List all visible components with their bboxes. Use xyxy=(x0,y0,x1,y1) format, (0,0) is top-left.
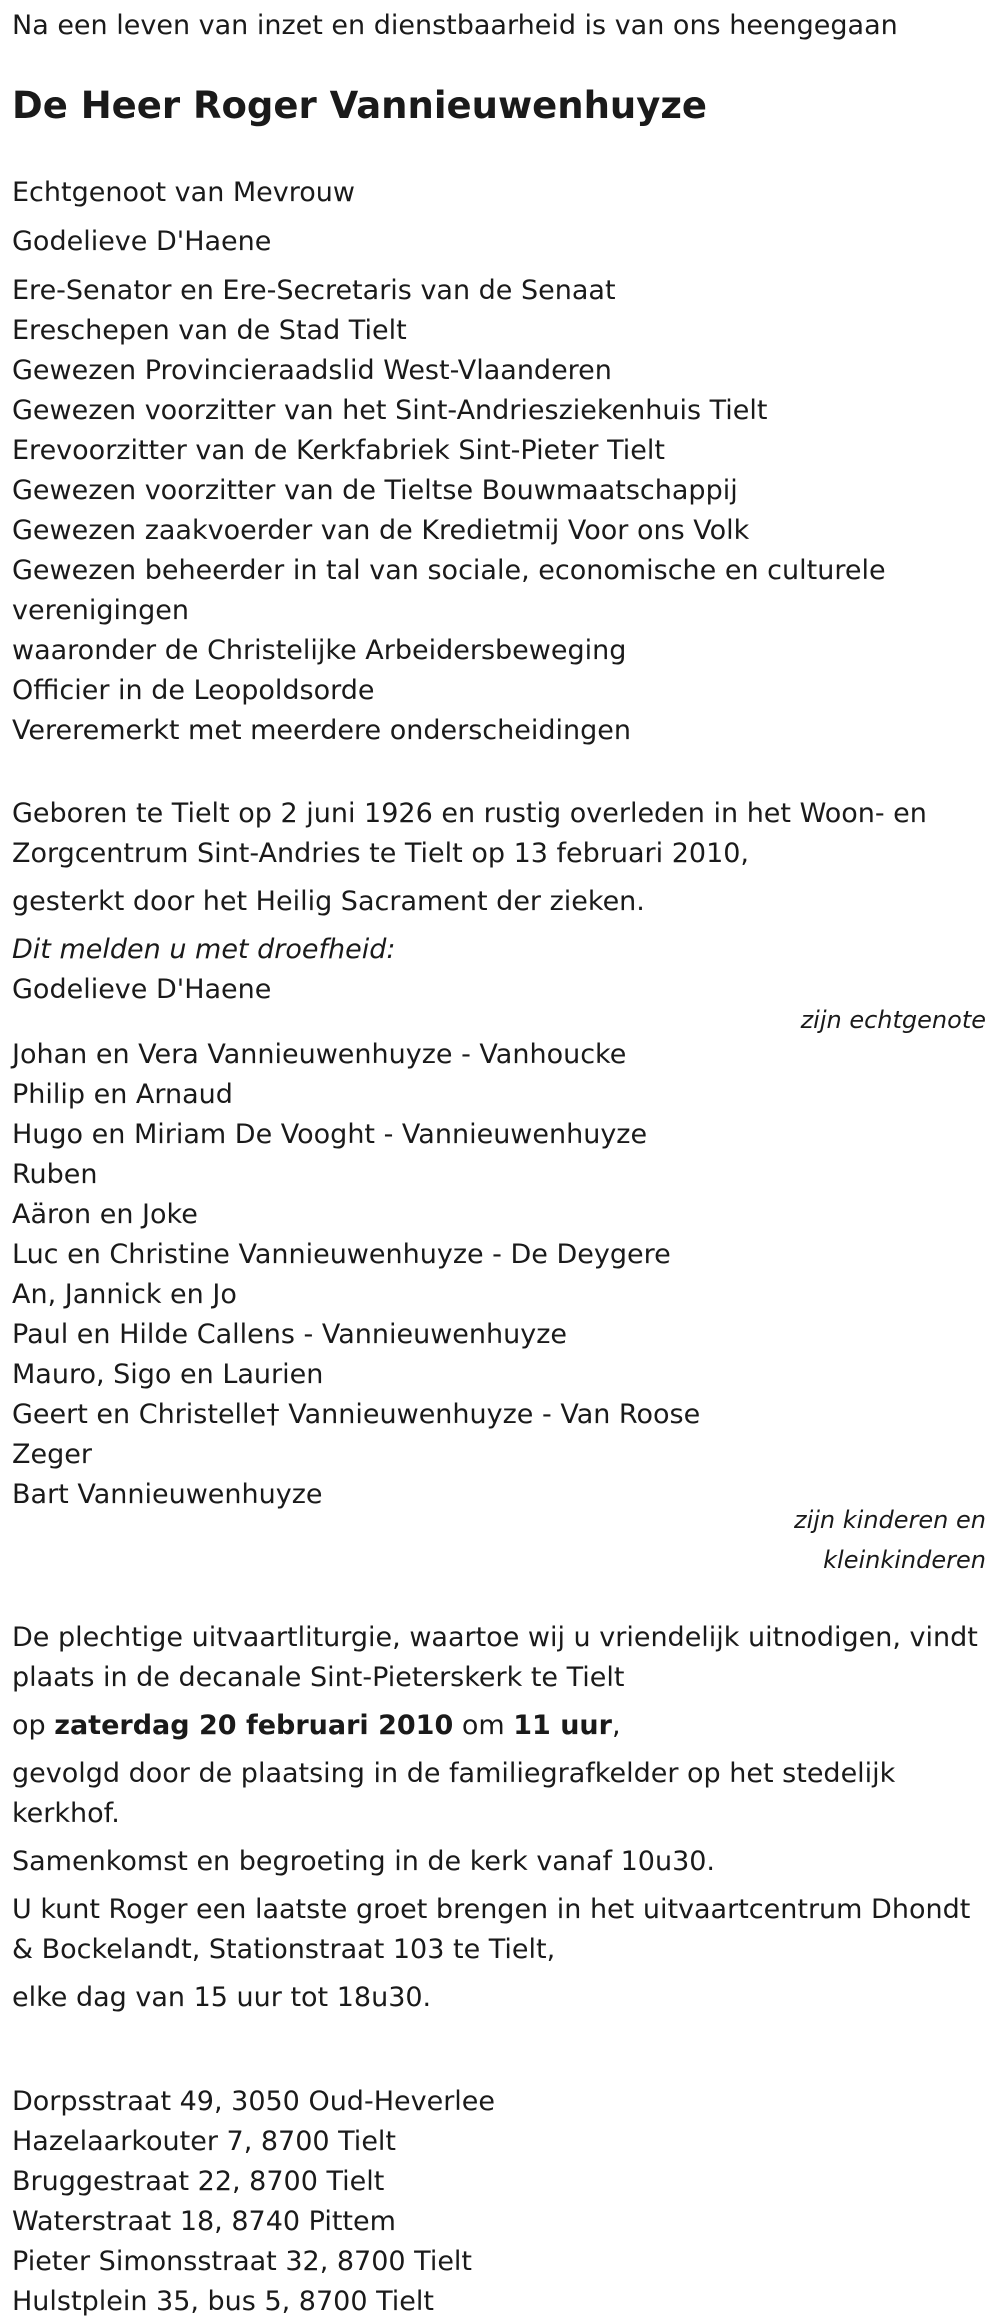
addresses-list xyxy=(12,2082,988,2322)
funeral-date-prefix: op xyxy=(12,1710,55,1741)
funeral-date-suffix: , xyxy=(611,1710,621,1741)
title-item: Gewezen beheerder in tal van sociale, economische en culturele xyxy=(12,555,886,586)
mourner-item: Paul en Hilde Callens - Vannieuwenhuyze xyxy=(12,1319,568,1350)
mourner-item: Mauro, Sigo en Laurien xyxy=(12,1359,324,1390)
birth-death-line: Geboren te Tielt op 2 juni 1926 en rustig overleden in het Woon- en xyxy=(12,798,927,829)
deceased-name: De Heer Roger Vannieuwenhuyze xyxy=(12,84,708,127)
spouse-name: Godelieve D'Haene xyxy=(12,226,272,257)
mourner-item: Johan en Vera Vannieuwenhuyze - Vanhoucke xyxy=(12,1039,627,1070)
spouse-relation: zijn echtgenote xyxy=(800,1006,986,1034)
title-item: Gewezen zaakvoerder van de Kredietmij Voor ons Volk xyxy=(12,515,750,546)
title-item: Ere-Senator en Ere-Secretaris van de Senaat xyxy=(12,275,616,306)
children-list xyxy=(12,1035,988,1515)
mourner-item: Ruben xyxy=(12,1159,98,1190)
address-item: Pieter Simonsstraat 32, 8700 Tielt xyxy=(12,2246,473,2277)
funeral-time: 11 uur xyxy=(513,1710,612,1741)
children-relation xyxy=(794,1500,986,1580)
visit-line: & Bockelandt, Stationstraat 103 te Tielt, xyxy=(12,1934,556,1965)
title-item: Gewezen voorzitter van het Sint-Andriesziekenhuis Tielt xyxy=(12,395,768,426)
title-item: Vereremerkt met meerdere onderscheidingen xyxy=(12,715,631,746)
funeral-section xyxy=(12,1618,988,2018)
mourner-item: Zeger xyxy=(12,1439,92,1470)
mourner-item: Geert en Christelle† Vannieuwenhuyze - Van Roose xyxy=(12,1399,701,1430)
funeral-line: De plechtige uitvaartliturgie, waartoe wij u vriendelijk uitnodigen, vindt xyxy=(12,1622,978,1653)
spouse-section xyxy=(12,173,988,262)
birth-death-section xyxy=(12,794,988,1010)
mourner-item: Bart Vannieuwenhuyze xyxy=(12,1479,323,1510)
address-item: Bruggestraat 22, 8700 Tielt xyxy=(12,2166,385,2197)
title-item: waaronder de Christelijke Arbeidersbeweging xyxy=(12,635,627,666)
mourner-item: Luc en Christine Vannieuwenhuyze - De Deygere xyxy=(12,1239,671,1270)
intro-text: Na een leven van inzet en dienstbaarheid is van ons heengegaan xyxy=(12,10,898,41)
mourner-item: Hugo en Miriam De Vooght - Vannieuwenhuyze xyxy=(12,1119,648,1150)
titles-list xyxy=(12,271,988,751)
visit-hours: elke dag van 15 uur tot 18u30. xyxy=(12,1982,432,2013)
title-item: verenigingen xyxy=(12,595,189,626)
title-item: Erevoorzitter van de Kerkfabriek Sint-Pieter Tielt xyxy=(12,435,665,466)
mourner-item: An, Jannick en Jo xyxy=(12,1279,237,1310)
title-item: Ereschepen van de Stad Tielt xyxy=(12,315,407,346)
spouse-intro: Echtgenoot van Mevrouw xyxy=(12,177,355,208)
funeral-line: plaats in de decanale Sint-Pieterskerk te Tielt xyxy=(12,1662,625,1693)
funeral-date-middle: om xyxy=(453,1710,514,1741)
title-item: Gewezen voorzitter van de Tieltse Bouwmaatschappij xyxy=(12,475,738,506)
burial-line: kerkhof. xyxy=(12,1798,120,1829)
address-item: Hazelaarkouter 7, 8700 Tielt xyxy=(12,2126,397,2157)
visit-line: U kunt Roger een laatste groet brengen in het uitvaartcentrum Dhondt xyxy=(12,1894,971,1925)
meeting-text: Samenkomst en begroeting in de kerk vanaf 10u30. xyxy=(12,1846,716,1877)
address-item: Hulstplein 35, bus 5, 8700 Tielt xyxy=(12,2286,434,2317)
funeral-date-line xyxy=(12,1706,988,1746)
burial-line: gevolgd door de plaatsing in de familiegrafkelder op het stedelijk xyxy=(12,1758,896,1789)
announce-text: Dit melden u met droefheid: xyxy=(12,934,396,965)
mourner-item: Aäron en Joke xyxy=(12,1199,198,1230)
children-relation-line: kleinkinderen xyxy=(823,1546,986,1574)
title-item: Gewezen Provincieraadslid West-Vlaanderen xyxy=(12,355,612,386)
birth-death-line: Zorgcentrum Sint-Andries te Tielt op 13 februari 2010, xyxy=(12,838,750,869)
spouse-mourner: Godelieve D'Haene xyxy=(12,974,272,1005)
children-relation-line: zijn kinderen en xyxy=(794,1506,986,1534)
mourner-item: Philip en Arnaud xyxy=(12,1079,233,1110)
address-item: Dorpsstraat 49, 3050 Oud-Heverlee xyxy=(12,2086,496,2117)
title-item: Officier in de Leopoldsorde xyxy=(12,675,375,706)
funeral-date: zaterdag 20 februari 2010 xyxy=(54,1710,454,1741)
address-item: Waterstraat 18, 8740 Pittem xyxy=(12,2206,396,2237)
sacrament-text: gesterkt door het Heilig Sacrament der zieken. xyxy=(12,886,645,917)
